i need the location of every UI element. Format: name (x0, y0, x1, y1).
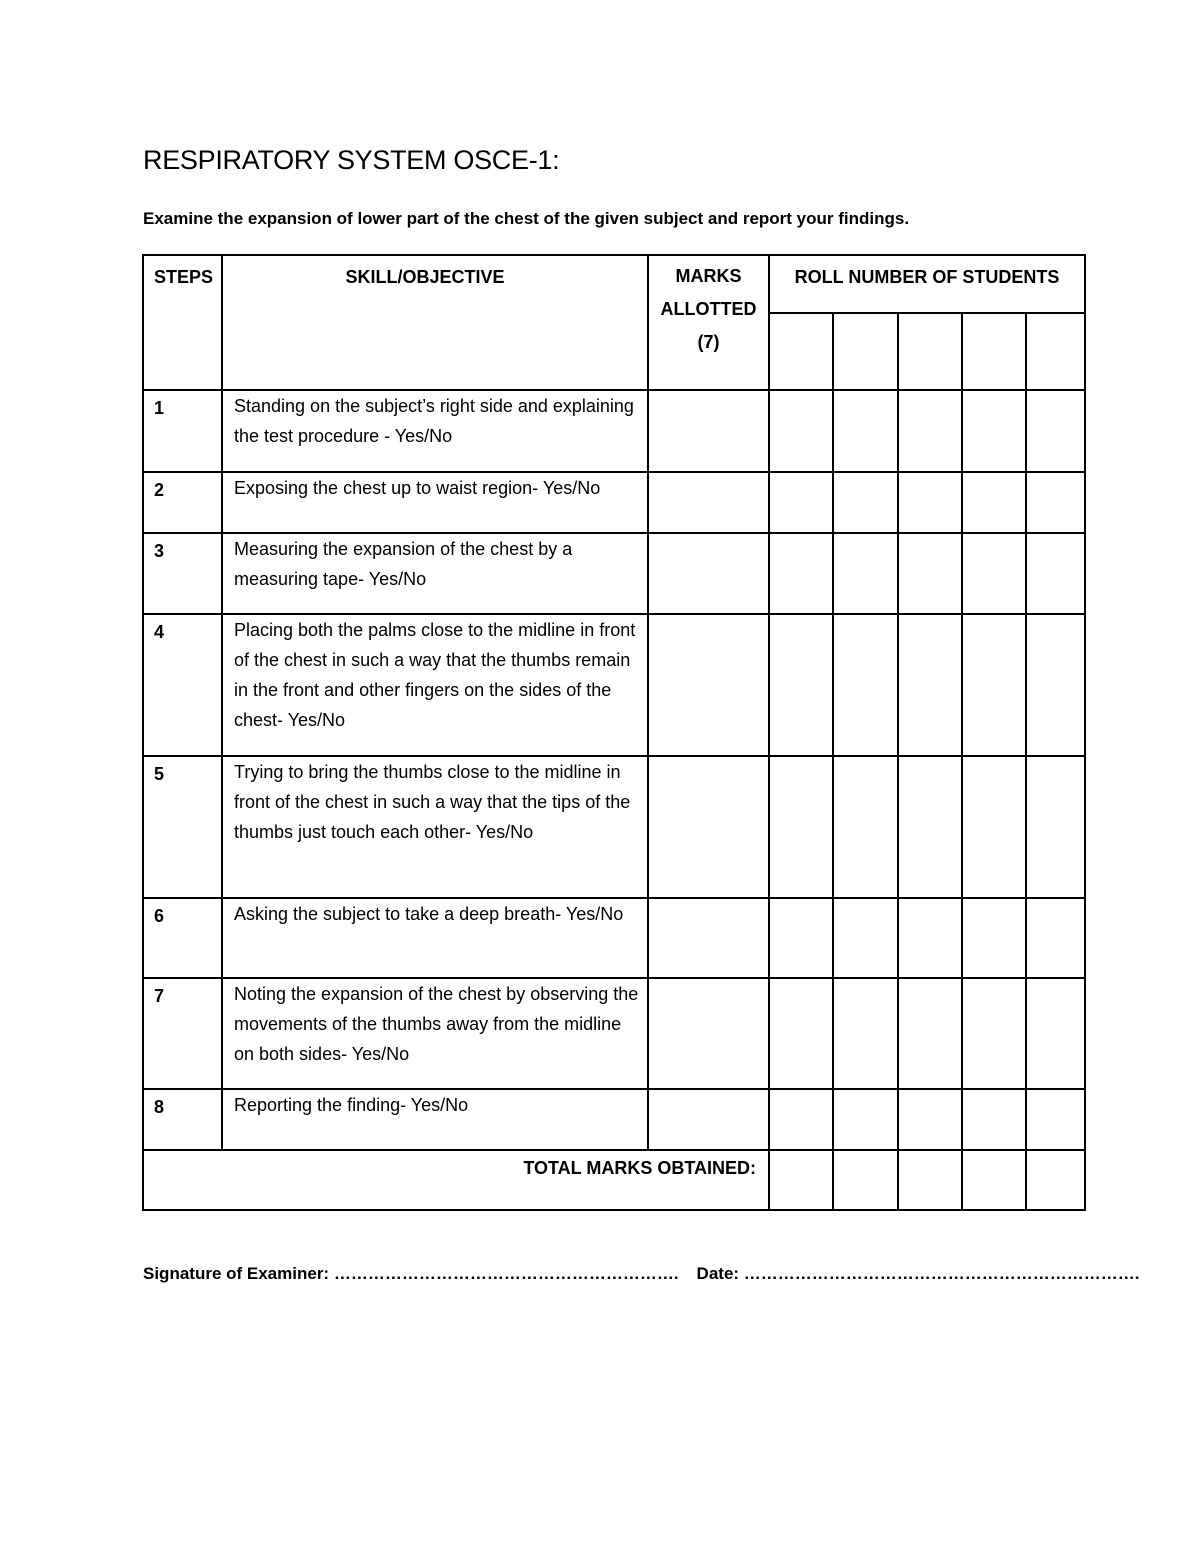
marks-allotted-header (648, 255, 769, 390)
student-mark-cell[interactable] (962, 390, 1026, 472)
student-mark-cell[interactable] (898, 898, 962, 978)
step-number: 4 (143, 614, 222, 756)
student-mark-cell[interactable] (769, 898, 833, 978)
student-mark-cell[interactable] (898, 614, 962, 756)
examiner-signature-field[interactable]: Signature of Examiner: ……………………………………………………. (143, 1264, 679, 1283)
student-mark-cell[interactable] (1026, 898, 1085, 978)
student-mark-cell[interactable] (833, 898, 898, 978)
student-mark-cell[interactable] (898, 533, 962, 614)
student-mark-cell[interactable] (769, 756, 833, 898)
student-mark-cell[interactable] (1026, 756, 1085, 898)
skill-objective-header: SKILL/OBJECTIVE (222, 255, 648, 390)
roll-number-header: ROLL NUMBER OF STUDENTS (769, 255, 1085, 313)
student-mark-cell[interactable] (1026, 390, 1085, 472)
marks-cell[interactable] (648, 614, 769, 756)
instruction-text: Examine the expansion of lower part of the chest of the given subject and report your findings. (143, 209, 910, 228)
student-mark-cell[interactable] (833, 472, 898, 533)
student-mark-cell[interactable] (898, 472, 962, 533)
skill-description: Placing both the palms close to the midline in front of the chest in such a way that the thumbs remain in the front and other fingers on the sides of the chest- Yes/No (222, 614, 648, 756)
skill-description: Asking the subject to take a deep breath- Yes/No (222, 898, 648, 978)
marks-cell[interactable] (648, 898, 769, 978)
total-mark-cell[interactable] (1026, 1150, 1085, 1210)
total-marks-label: TOTAL MARKS OBTAINED: (143, 1150, 769, 1210)
table-row (143, 472, 1085, 533)
total-mark-cell[interactable] (898, 1150, 962, 1210)
table-row (143, 1089, 1085, 1150)
marks-cell[interactable] (648, 390, 769, 472)
table-row (143, 756, 1085, 898)
table-row (143, 533, 1085, 614)
student-mark-cell[interactable] (962, 472, 1026, 533)
student-mark-cell[interactable] (833, 978, 898, 1089)
step-number: 2 (143, 472, 222, 533)
step-number: 5 (143, 756, 222, 898)
student-mark-cell[interactable] (962, 978, 1026, 1089)
student-mark-cell[interactable] (962, 756, 1026, 898)
marks-cell[interactable] (648, 1089, 769, 1150)
marks-header-line2: ALLOTTED (660, 299, 757, 319)
student-mark-cell[interactable] (1026, 1089, 1085, 1150)
student-mark-cell[interactable] (898, 1089, 962, 1150)
student-mark-cell[interactable] (1026, 533, 1085, 614)
roll-number-slot[interactable] (833, 313, 898, 390)
date-field[interactable]: Date: ……………………………………………………………. (696, 1264, 1140, 1283)
student-mark-cell[interactable] (962, 533, 1026, 614)
osce-checklist-table (142, 254, 1086, 1211)
skill-description: Noting the expansion of the chest by observing the movements of the thumbs away from the midline on both sides- Yes/No (222, 978, 648, 1089)
student-mark-cell[interactable] (833, 756, 898, 898)
student-mark-cell[interactable] (898, 756, 962, 898)
student-mark-cell[interactable] (1026, 978, 1085, 1089)
steps-header: STEPS (143, 255, 222, 390)
student-mark-cell[interactable] (833, 533, 898, 614)
student-mark-cell[interactable] (898, 390, 962, 472)
table-row (143, 898, 1085, 978)
skill-description: Reporting the finding- Yes/No (222, 1089, 648, 1150)
header-row (143, 255, 1085, 313)
student-mark-cell[interactable] (833, 390, 898, 472)
step-number: 7 (143, 978, 222, 1089)
total-row (143, 1150, 1085, 1210)
marks-cell[interactable] (648, 472, 769, 533)
student-mark-cell[interactable] (769, 390, 833, 472)
marks-cell[interactable] (648, 756, 769, 898)
total-mark-cell[interactable] (962, 1150, 1026, 1210)
student-mark-cell[interactable] (769, 978, 833, 1089)
step-number: 6 (143, 898, 222, 978)
student-mark-cell[interactable] (833, 614, 898, 756)
student-mark-cell[interactable] (769, 533, 833, 614)
footer (143, 1264, 1140, 1284)
student-mark-cell[interactable] (769, 614, 833, 756)
skill-description: Standing on the subject’s right side and explaining the test procedure - Yes/No (222, 390, 648, 472)
student-mark-cell[interactable] (1026, 614, 1085, 756)
table-row (143, 978, 1085, 1089)
marks-header-line3: (7) (697, 332, 720, 352)
step-number: 8 (143, 1089, 222, 1150)
roll-number-slot[interactable] (962, 313, 1026, 390)
total-mark-cell[interactable] (769, 1150, 833, 1210)
skill-description: Exposing the chest up to waist region- Yes/No (222, 472, 648, 533)
roll-number-slot[interactable] (769, 313, 833, 390)
skill-description: Trying to bring the thumbs close to the midline in front of the chest in such a way that the tips of the thumbs just touch each other- Yes/No (222, 756, 648, 898)
marks-cell[interactable] (648, 533, 769, 614)
marks-cell[interactable] (648, 978, 769, 1089)
student-mark-cell[interactable] (962, 614, 1026, 756)
student-mark-cell[interactable] (962, 898, 1026, 978)
roll-number-slot[interactable] (898, 313, 962, 390)
student-mark-cell[interactable] (962, 1089, 1026, 1150)
student-mark-cell[interactable] (769, 472, 833, 533)
student-mark-cell[interactable] (898, 978, 962, 1089)
roll-number-slot[interactable] (1026, 313, 1085, 390)
page-title: RESPIRATORY SYSTEM OSCE-1: (143, 145, 560, 175)
total-mark-cell[interactable] (833, 1150, 898, 1210)
student-mark-cell[interactable] (1026, 472, 1085, 533)
marks-header-line1: MARKS (675, 266, 742, 286)
step-number: 3 (143, 533, 222, 614)
step-number: 1 (143, 390, 222, 472)
table-row (143, 390, 1085, 472)
student-mark-cell[interactable] (769, 1089, 833, 1150)
skill-description: Measuring the expansion of the chest by a measuring tape- Yes/No (222, 533, 648, 614)
table-row (143, 614, 1085, 756)
student-mark-cell[interactable] (833, 1089, 898, 1150)
